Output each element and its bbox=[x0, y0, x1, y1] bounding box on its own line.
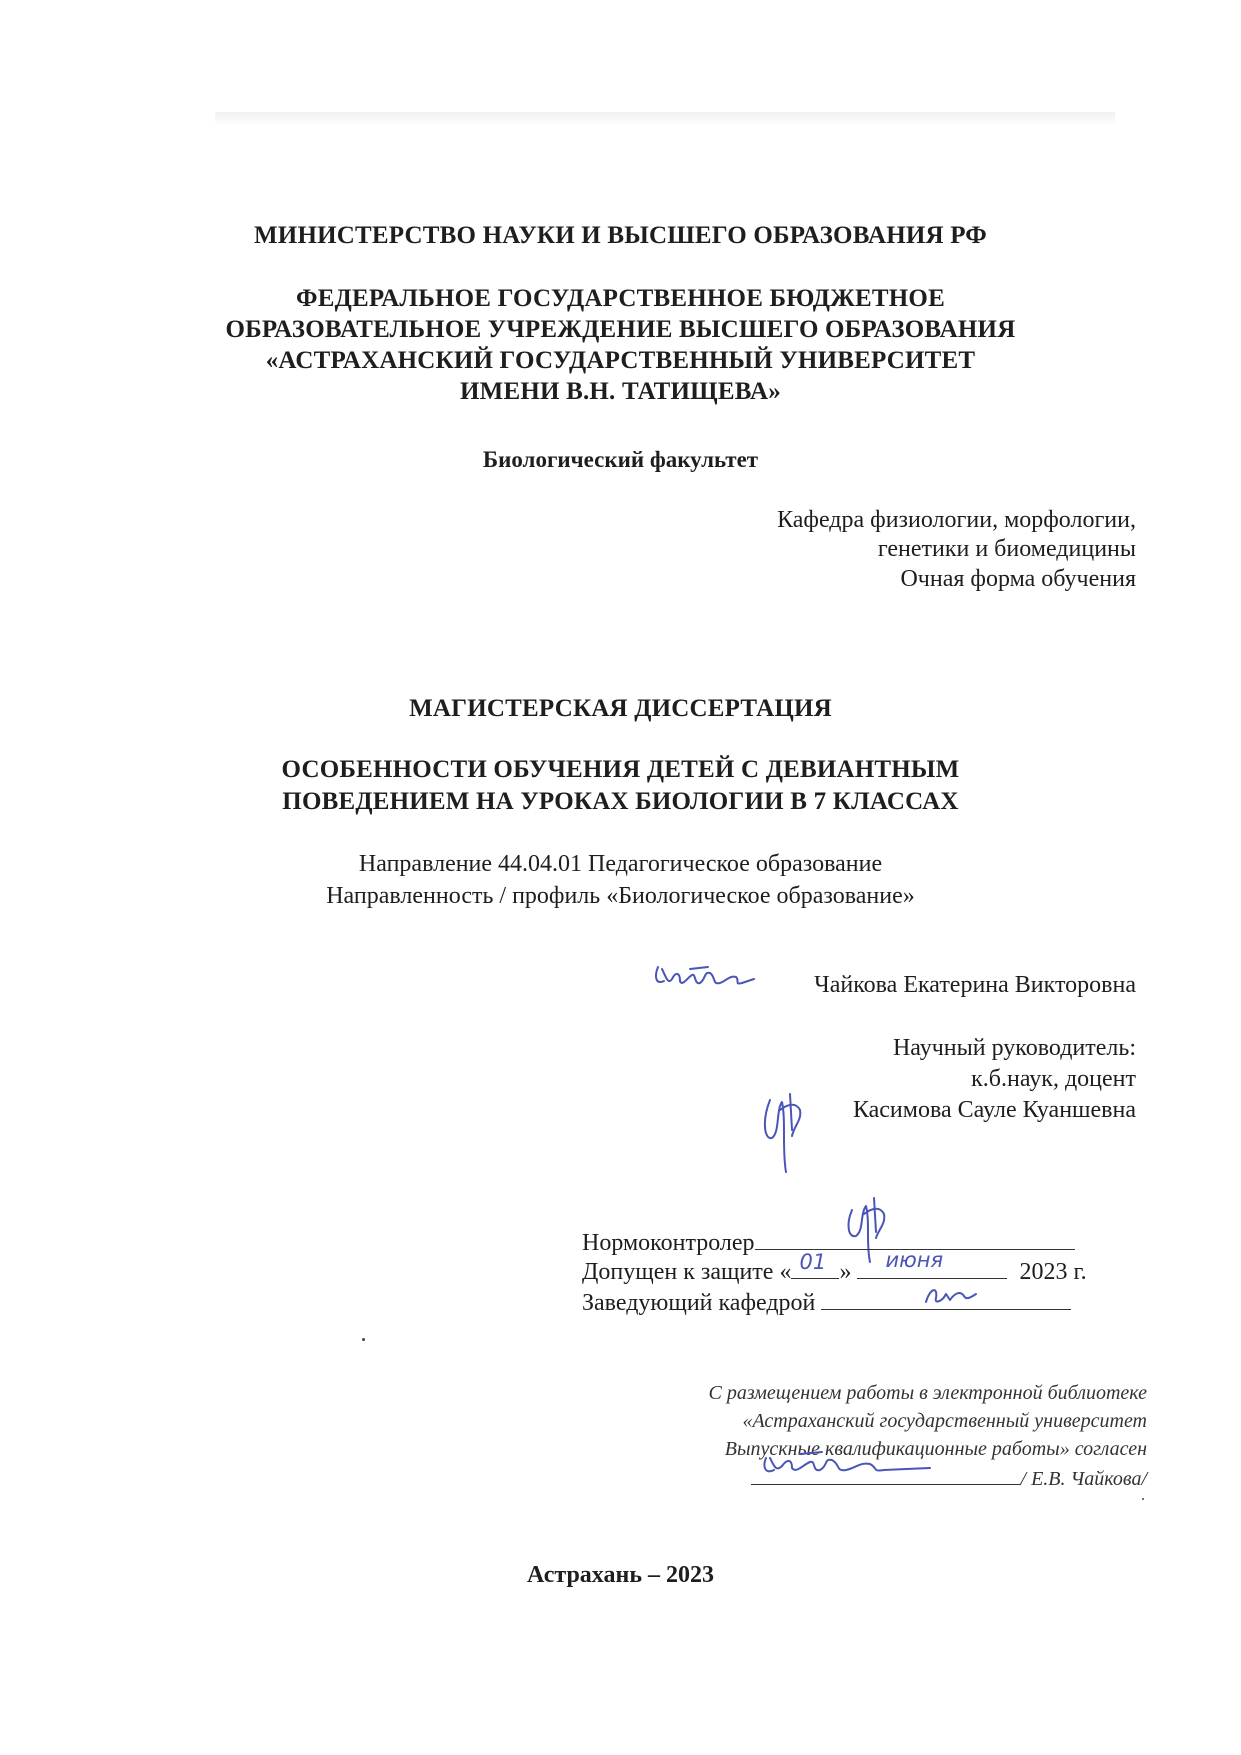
study-form: Очная форма обучения bbox=[900, 566, 1136, 592]
scan-speck bbox=[1142, 1498, 1144, 1500]
department-line-2: генетики и биомедицины bbox=[877, 536, 1136, 562]
normcontrol-row bbox=[582, 1227, 1075, 1257]
admission-row bbox=[582, 1248, 1087, 1286]
direction-text: Направление 44.04.01 Педагогическое образование bbox=[358, 851, 883, 877]
library-consent-line-3: Выпускные квалификационные работы» согласен bbox=[724, 1438, 1147, 1460]
library-consent-line-2: «Астраханский государственный университет bbox=[742, 1410, 1147, 1432]
supervisor-label: Научный руководитель: bbox=[892, 1035, 1136, 1061]
work-type-heading: МАГИСТЕРСКАЯ ДИССЕРТАЦИЯ bbox=[409, 695, 832, 722]
faculty-name: Биологический факультет bbox=[482, 447, 759, 472]
profile-text: Направленность / профиль «Биологическое образование» bbox=[326, 883, 915, 909]
university-line-2: ОБРАЗОВАТЕЛЬНОЕ УЧРЕЖДЕНИЕ ВЫСШЕГО ОБРАЗОВАНИЯ bbox=[225, 316, 1016, 343]
university-line-3: «АСТРАХАНСКИЙ ГОСУДАРСТВЕННЫЙ УНИВЕРСИТЕТ bbox=[265, 347, 976, 374]
university-line-1: ФЕДЕРАЛЬНОЕ ГОСУДАРСТВЕННОЕ БЮДЖЕТНОЕ bbox=[296, 285, 945, 312]
scan-shadow bbox=[215, 112, 1115, 126]
admission-day-field bbox=[791, 1250, 839, 1279]
normcontrol-label: Нормоконтролер bbox=[582, 1230, 755, 1256]
head-of-department-label: Заведующий кафедрой bbox=[582, 1290, 816, 1316]
author-signature bbox=[650, 955, 760, 1005]
admission-year: 2023 г. bbox=[1019, 1259, 1087, 1285]
admission-day: 01 bbox=[799, 1250, 827, 1274]
consent-signature-line bbox=[751, 1466, 1021, 1485]
supervisor-signature bbox=[752, 1080, 812, 1180]
admission-month: июня bbox=[885, 1248, 944, 1272]
university-line-4: ИМЕНИ В.Н. ТАТИЩЕВА» bbox=[460, 378, 781, 405]
head-of-department-row bbox=[582, 1287, 1071, 1317]
city-year: Астрахань – 2023 bbox=[526, 1562, 715, 1588]
normcontrol-line bbox=[755, 1227, 1075, 1250]
consent-signer-name: / Е.В. Чайкова/ bbox=[1020, 1468, 1147, 1490]
author-name: Чайкова Екатерина Викторовна bbox=[814, 972, 1136, 998]
supervisor-name: Касимова Сауле Куаншевна bbox=[852, 1097, 1136, 1123]
supervisor-degree: к.б.наук, доцент bbox=[971, 1066, 1136, 1092]
library-consent-signature-row bbox=[751, 1466, 1147, 1491]
admission-label: Допущен к защите « bbox=[582, 1259, 792, 1285]
scan-speck bbox=[362, 1338, 365, 1341]
library-consent-line-1: С размещением работы в электронной библиотеке bbox=[708, 1382, 1147, 1404]
department-line-1: Кафедра физиологии, морфологии, bbox=[777, 507, 1136, 533]
topic-line-2: ПОВЕДЕНИЕМ НА УРОКАХ БИОЛОГИИ В 7 КЛАССАХ bbox=[282, 788, 959, 815]
ministry-heading: МИНИСТЕРСТВО НАУКИ И ВЫСШЕГО ОБРАЗОВАНИЯ РФ bbox=[254, 222, 987, 249]
admission-quote-close: » bbox=[839, 1259, 852, 1285]
admission-month-field bbox=[857, 1248, 1007, 1279]
head-of-department-line bbox=[821, 1287, 1071, 1310]
topic-line-1: ОСОБЕННОСТИ ОБУЧЕНИЯ ДЕТЕЙ С ДЕВИАНТНЫМ bbox=[281, 756, 960, 783]
